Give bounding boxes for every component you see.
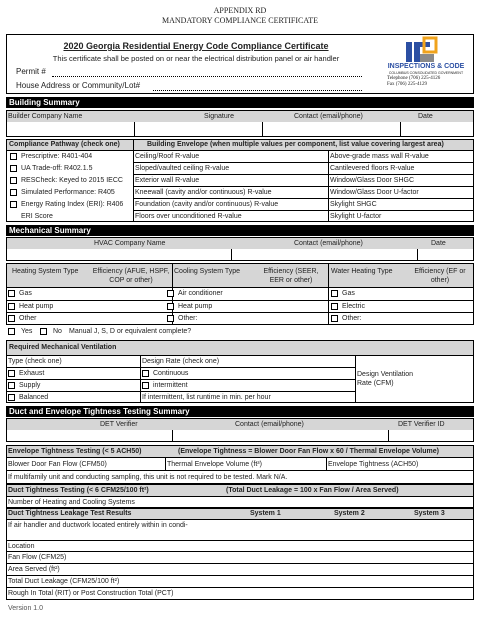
divider bbox=[6, 563, 474, 564]
permit-label: Permit # bbox=[16, 67, 46, 76]
envelope-field: Foundation (cavity and/or continuous) R-value bbox=[135, 201, 279, 208]
water-option: Other: bbox=[342, 315, 362, 322]
vent-type-option: Balanced bbox=[19, 394, 49, 401]
divider bbox=[133, 210, 474, 211]
simulated-performance-checkbox[interactable] bbox=[10, 189, 17, 196]
envelope-field: Ceiling/Roof R-value bbox=[135, 153, 200, 160]
signature-label: Signature bbox=[204, 113, 234, 120]
heating-type-label: Heating System Type bbox=[12, 268, 79, 275]
pathway-option: Simulated Performance: R405 bbox=[21, 189, 115, 196]
divider bbox=[6, 287, 474, 288]
divider bbox=[133, 198, 474, 199]
eri-score-label: ERI Score bbox=[21, 213, 53, 220]
permit-input[interactable] bbox=[52, 76, 362, 77]
divider bbox=[328, 263, 329, 325]
vent-type-heading: Type (check one) bbox=[8, 358, 62, 365]
divider bbox=[6, 551, 474, 552]
det-contact-input[interactable] bbox=[173, 431, 387, 441]
pathway-option: UA Trade-off: R402.1.5 bbox=[21, 165, 93, 172]
builder-company-label: Builder Company Name bbox=[8, 113, 83, 120]
vent-type-option: Exhaust bbox=[19, 370, 45, 377]
manual-no-checkbox[interactable] bbox=[40, 328, 47, 335]
blower-door-field[interactable]: Blower Door Fan Flow (CFM50) bbox=[8, 461, 107, 468]
hvac-contact-label: Contact (email/phone) bbox=[294, 240, 363, 247]
rescheck-checkbox[interactable] bbox=[10, 177, 17, 184]
divider bbox=[6, 519, 474, 520]
det-id-input[interactable] bbox=[389, 431, 473, 441]
date-input[interactable] bbox=[401, 123, 473, 136]
logo-fax: Fax (706) 225-4129 bbox=[387, 82, 427, 87]
cooling-ac-checkbox[interactable] bbox=[167, 290, 174, 297]
supply-checkbox[interactable] bbox=[8, 382, 15, 389]
system-2-label: System 2 bbox=[334, 510, 365, 517]
envelope-field: Skylight U-factor bbox=[330, 213, 382, 220]
certificate-instruction: This certificate shall be posted on or near the electrical distribution panel or air handler bbox=[52, 54, 340, 63]
water-other-checkbox[interactable] bbox=[331, 315, 338, 322]
results-row-label: Total Duct Leakage (CFM25/100 ft²) bbox=[8, 578, 120, 585]
address-input[interactable] bbox=[153, 90, 362, 91]
system-3-label: System 3 bbox=[414, 510, 445, 517]
exhaust-checkbox[interactable] bbox=[8, 370, 15, 377]
pathway-heading: Compliance Pathway (check one) bbox=[9, 141, 120, 148]
no-label: No bbox=[53, 328, 62, 335]
envelope-field: Window/Glass Door SHGC bbox=[330, 177, 415, 184]
det-id-label: DET Verifier ID bbox=[398, 421, 445, 428]
envelope-heading: Building Envelope (when multiple values per component, list value covering largest area) bbox=[147, 141, 444, 148]
heating-heatpump-checkbox[interactable] bbox=[8, 303, 15, 310]
divider bbox=[355, 355, 356, 403]
ventilation-heading: Required Mechanical Ventilation bbox=[9, 344, 117, 351]
prescriptive-checkbox[interactable] bbox=[10, 153, 17, 160]
heating-option: Heat pump bbox=[19, 303, 54, 310]
pathway-option: Prescriptive: R401-404 bbox=[21, 153, 93, 160]
design-rate-label: Design Ventilation Rate (CFM) bbox=[357, 371, 414, 387]
ua-tradeoff-checkbox[interactable] bbox=[10, 165, 17, 172]
envelope-field: Kneewall (cavity and/or continuous) R-value bbox=[135, 189, 272, 196]
water-option: Electric bbox=[342, 303, 365, 310]
logo-telephone: Telephone (706) 225-4126 bbox=[387, 76, 441, 81]
vent-rate-option: Continuous bbox=[153, 370, 189, 377]
contact-input[interactable] bbox=[263, 123, 399, 136]
divider bbox=[6, 379, 355, 380]
version-label: Version 1.0 bbox=[8, 605, 44, 612]
heating-efficiency-label: Efficiency (AFUE, HSPF, COP or other) bbox=[92, 268, 170, 284]
det-contact-label: Contact (email/phone) bbox=[235, 421, 304, 428]
envelope-field: Window/Glass Door U-factor bbox=[330, 189, 419, 196]
results-row-label: Rough In Total (RIT) or Post Construction Total (PCT) bbox=[8, 590, 174, 597]
results-row-label: Location bbox=[8, 543, 35, 550]
tightness-heading: Duct and Envelope Tightness Testing Summary bbox=[6, 406, 474, 417]
hvac-company-input[interactable] bbox=[7, 250, 230, 260]
divider bbox=[326, 457, 327, 470]
eri-checkbox[interactable] bbox=[10, 201, 17, 208]
envelope-field: Above-grade mass wall R-value bbox=[330, 153, 429, 160]
mechanical-summary-heading: Mechanical Summary bbox=[6, 225, 474, 236]
runtime-note: If intermittent, list runtime in min. per hour bbox=[142, 394, 271, 401]
logo-name: INSPECTIONS & CODE bbox=[387, 63, 465, 70]
divider bbox=[133, 186, 474, 187]
water-gas-checkbox[interactable] bbox=[331, 290, 338, 297]
results-row-label: If air handler and ductwork located entirely within in condi- bbox=[8, 522, 188, 529]
certificate-subtitle: MANDATORY COMPLIANCE CERTIFICATE bbox=[162, 16, 318, 25]
cooling-type-label: Cooling System Type bbox=[174, 268, 241, 275]
env-tightness-formula: (Envelope Tightness = Blower Door Fan Flow x 60 / Thermal Envelope Volume) bbox=[178, 448, 439, 455]
envelope-field: Exterior wall R-value bbox=[135, 177, 200, 184]
heating-other-checkbox[interactable] bbox=[8, 315, 15, 322]
vent-type-option: Supply bbox=[19, 382, 41, 389]
results-row-label: Area Served (ft²) bbox=[8, 566, 60, 573]
cooling-option: Air conditioner bbox=[178, 290, 223, 297]
envelope-field: Sloped/vaulted ceiling R-value bbox=[135, 165, 230, 172]
vent-rate-heading: Design Rate (check one) bbox=[142, 358, 220, 365]
water-option: Gas bbox=[342, 290, 355, 297]
env-tightness-heading: Envelope Tightness Testing (< 5 ACH50) bbox=[8, 448, 142, 455]
envelope-field: Skylight SHGC bbox=[330, 201, 377, 208]
divider bbox=[6, 587, 474, 588]
hvac-date-input[interactable] bbox=[418, 250, 473, 260]
cooling-option: Heat pump bbox=[178, 303, 213, 310]
divider bbox=[165, 457, 166, 470]
thermal-volume-field[interactable]: Thermal Envelope Volume (ft³) bbox=[167, 461, 262, 468]
results-row-label: Fan Flow (CFM25) bbox=[8, 554, 67, 561]
multifamily-note: If multifamily unit and conducting sampling, this unit is not required to be tested. Mark N/A. bbox=[8, 474, 288, 481]
divider bbox=[6, 300, 474, 301]
water-electric-checkbox[interactable] bbox=[331, 303, 338, 310]
cooling-option: Other: bbox=[178, 315, 198, 322]
hvac-company-label: HVAC Company Name bbox=[94, 240, 166, 247]
hvac-date-label: Date bbox=[431, 240, 446, 247]
building-summary-heading: Building Summary bbox=[6, 97, 474, 108]
divider bbox=[6, 540, 474, 541]
divider bbox=[6, 150, 474, 151]
continuous-checkbox[interactable] bbox=[142, 370, 149, 377]
divider bbox=[6, 391, 355, 392]
contact-label: Contact (email/phone) bbox=[294, 113, 363, 120]
cooling-other-checkbox[interactable] bbox=[167, 315, 174, 322]
det-verifier-input[interactable] bbox=[7, 431, 171, 441]
envelope-field: Cantilevered floors R-value bbox=[330, 165, 415, 172]
pathway-option: Energy Rating Index (ERI): R406 bbox=[21, 201, 124, 208]
envelope-field: Floors over unconditioned R-value bbox=[135, 213, 242, 220]
builder-company-input[interactable] bbox=[7, 123, 133, 136]
divider bbox=[6, 367, 355, 368]
balanced-checkbox[interactable] bbox=[8, 394, 15, 401]
address-label: House Address or Community/Lot# bbox=[16, 81, 141, 90]
water-type-label: Water Heating Type bbox=[331, 268, 393, 275]
manual-yes-checkbox[interactable] bbox=[8, 328, 15, 335]
duct-tightness-heading: Duct Tightness Testing (< 6 CFM25/100 ft²) bbox=[8, 487, 149, 494]
intermittent-checkbox[interactable] bbox=[142, 382, 149, 389]
duct-tightness-formula: (Total Duct Leakage = 100 x Fan Flow / Area Served) bbox=[226, 487, 399, 494]
heating-option: Gas bbox=[19, 290, 32, 297]
divider bbox=[6, 496, 474, 497]
water-efficiency-label: Efficiency (EF or other) bbox=[414, 268, 466, 284]
divider bbox=[6, 355, 474, 356]
pathway-option: RESCheck: Keyed to 2015 IECC bbox=[21, 177, 123, 184]
divider bbox=[6, 470, 474, 471]
cooling-heatpump-checkbox[interactable] bbox=[167, 303, 174, 310]
divider bbox=[133, 174, 474, 175]
system-1-label: System 1 bbox=[250, 510, 281, 517]
date-label: Date bbox=[418, 113, 433, 120]
duct-count-field[interactable]: Number of Heating and Cooling Systems bbox=[8, 499, 135, 506]
envelope-tightness-field[interactable]: Envelope Tightness (ACH50) bbox=[328, 461, 419, 468]
divider bbox=[6, 457, 474, 458]
certificate-title: 2020 Georgia Residential Energy Code Compliance Certificate bbox=[63, 41, 329, 51]
yes-label: Yes bbox=[21, 328, 33, 335]
manual-question: Manual J, S, D or equivalent complete? bbox=[69, 328, 192, 335]
divider bbox=[6, 575, 474, 576]
divider bbox=[133, 162, 474, 163]
vent-rate-option: intermittent bbox=[153, 382, 188, 389]
appendix-heading: APPENDIX RD bbox=[213, 6, 267, 15]
results-heading: Duct Tightness Leakage Test Results bbox=[8, 510, 132, 517]
divider bbox=[6, 312, 474, 313]
cooling-efficiency-label: Efficiency (SEER, EER or other) bbox=[263, 268, 319, 284]
det-verifier-label: DET Verifier bbox=[100, 421, 138, 428]
signature-input[interactable] bbox=[135, 123, 261, 136]
heating-option: Other bbox=[19, 315, 37, 322]
hvac-contact-input[interactable] bbox=[232, 250, 416, 260]
heating-gas-checkbox[interactable] bbox=[8, 290, 15, 297]
logo-tagline: COLUMBUS CONSOLIDATED GOVERNMENT bbox=[388, 71, 464, 75]
